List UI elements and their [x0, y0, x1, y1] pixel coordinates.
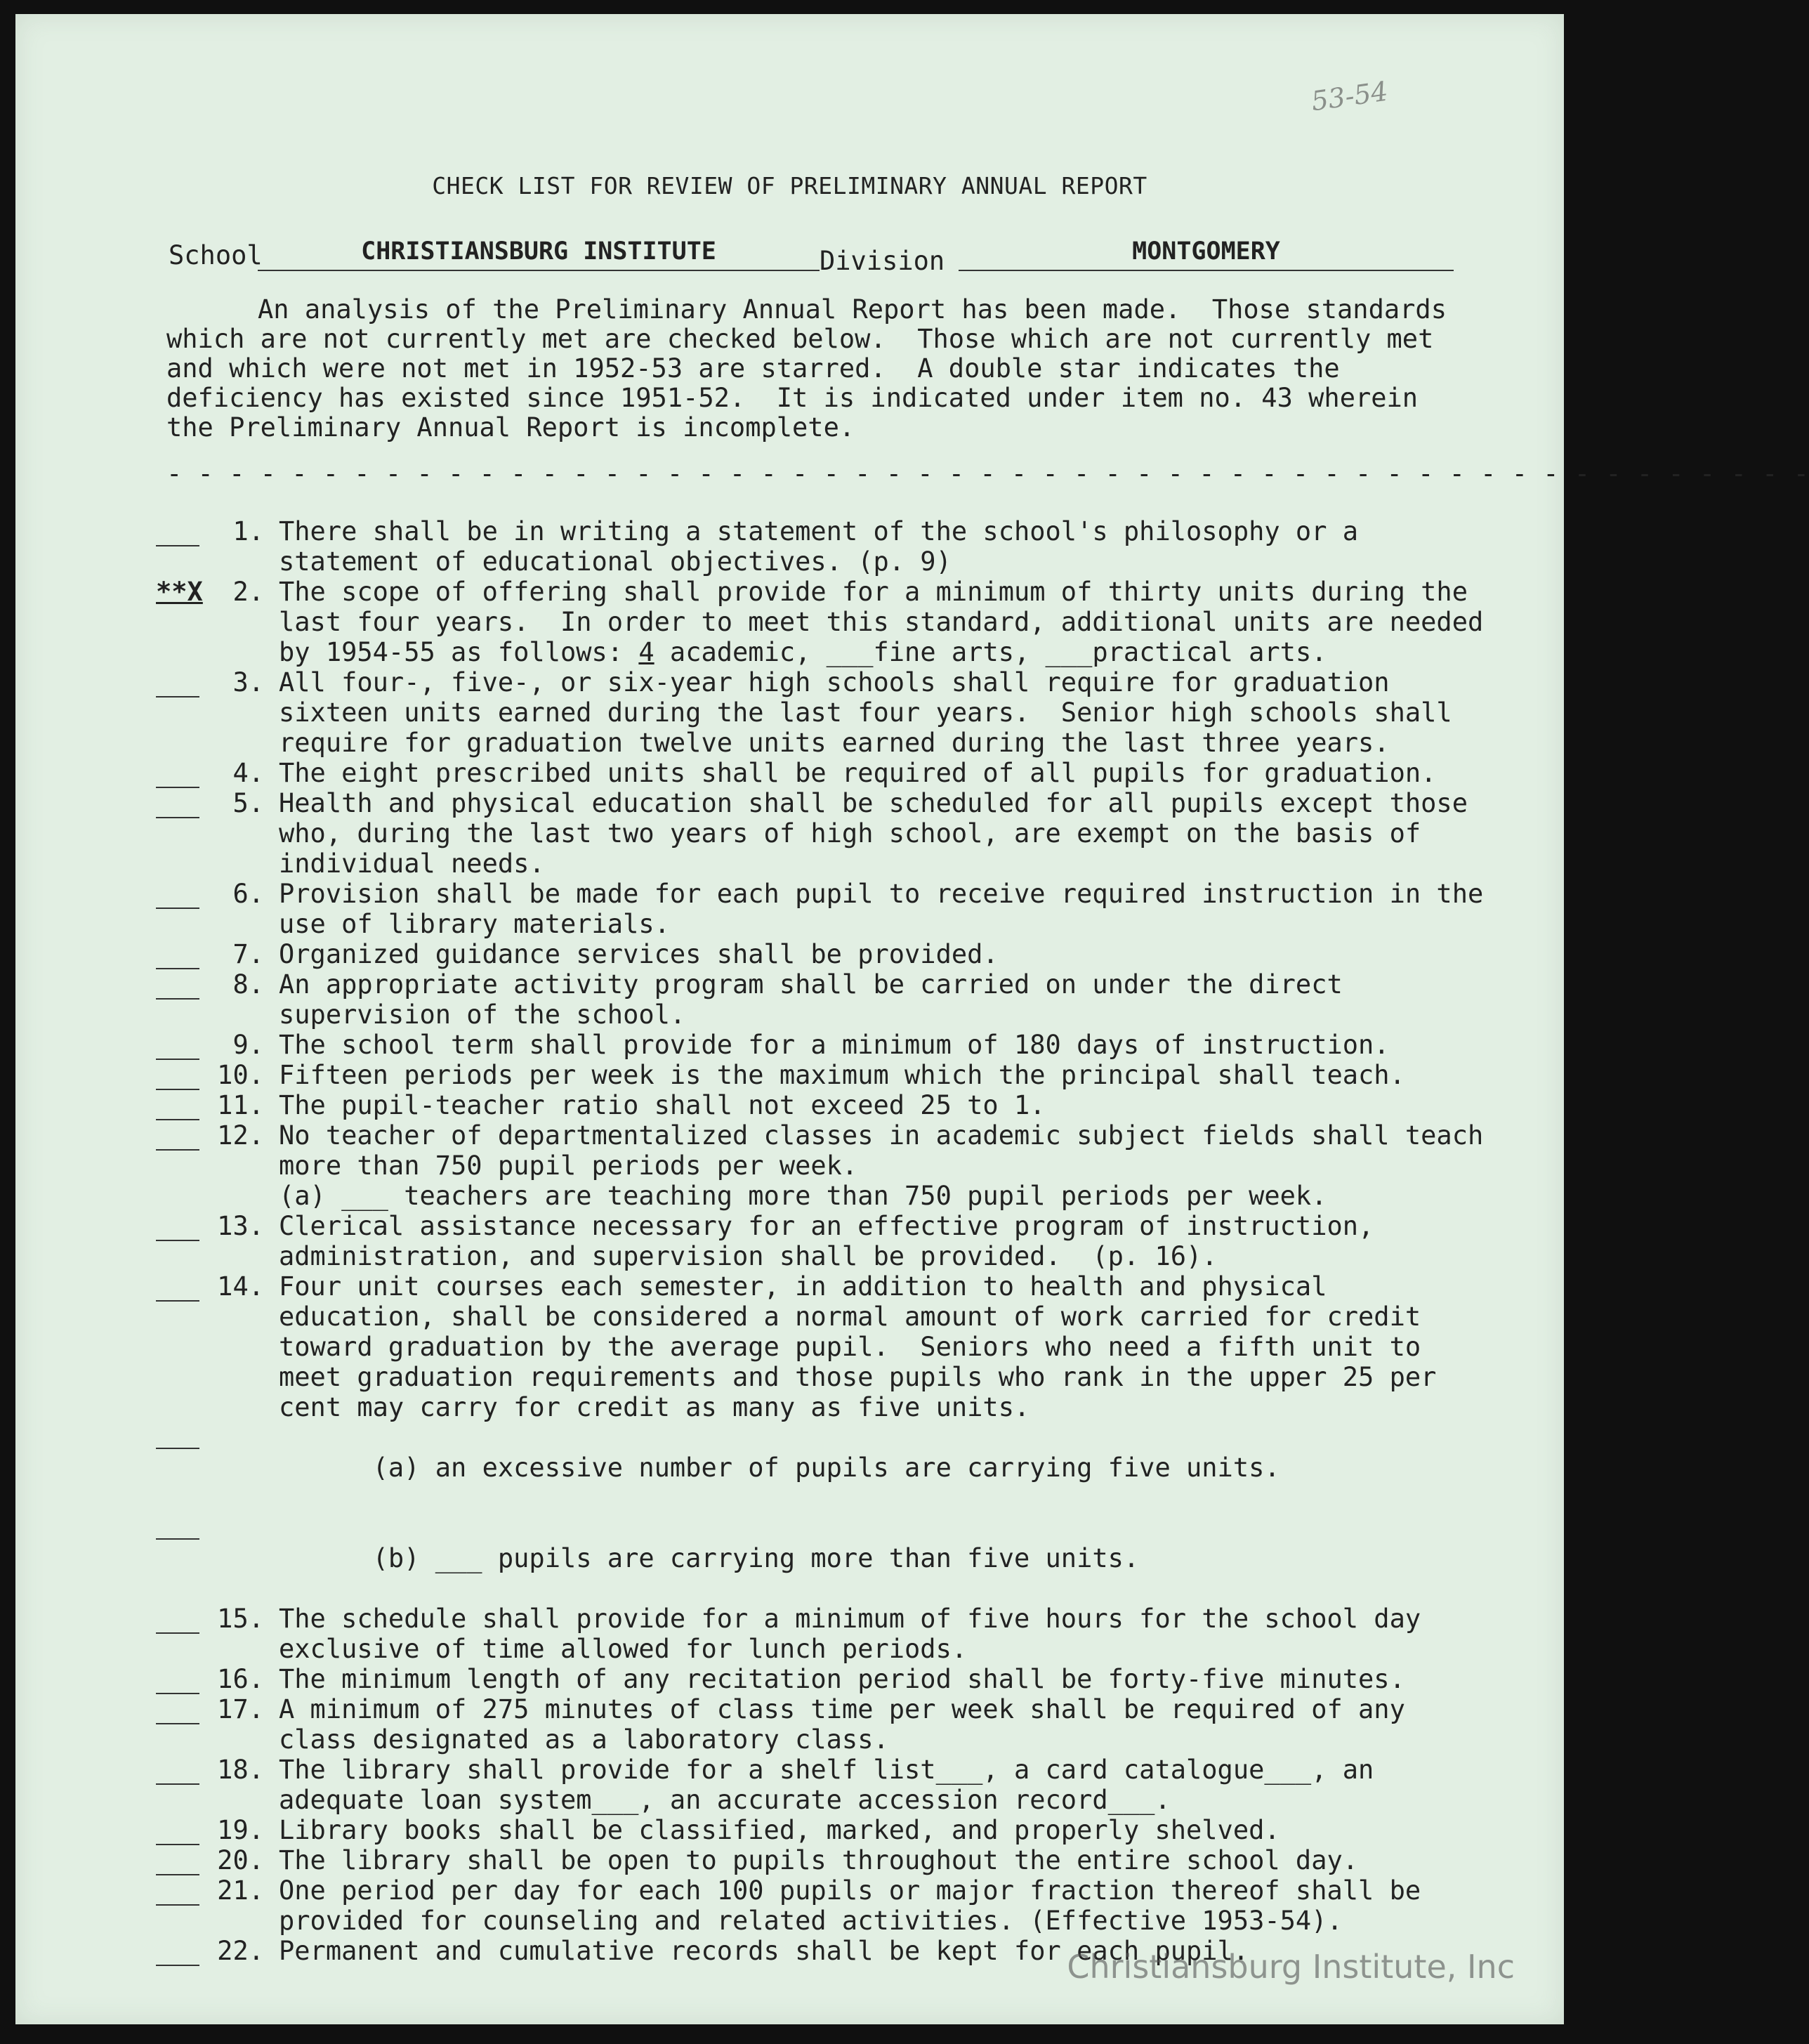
checklist-item-3 — [156, 667, 1497, 758]
check-blank — [156, 1125, 199, 1151]
item-text: Library books shall be classified, marked, and properly shelved. — [279, 1815, 1280, 1845]
item-text: The school term shall provide for a minimum of 180 days of instruction. — [279, 1030, 1390, 1060]
document-page — [15, 14, 1809, 2024]
item-text: Health and physical education shall be scheduled for all pupils except those who, during the last two years of high school, are exempt on the basis of individual needs. — [279, 788, 1484, 879]
item-number: 12. — [217, 1120, 264, 1151]
check-blank — [156, 763, 199, 788]
academic-count: 4 — [638, 637, 654, 667]
check-blank — [156, 1276, 199, 1302]
item-number: 6. — [232, 879, 264, 909]
item-number: 17. — [217, 1694, 264, 1724]
intro-paragraph: An analysis of the Preliminary Annual Report has been made. Those standards which are not currently met are checked below. Those which are not currently met and which were not met in 1952-53 are starred. A double star indicates the deficiency has existed since 1951-52. It is indicated under item no. 43 wherein the Preliminary Annual Report is incomplete. — [166, 294, 1463, 443]
item-text: The schedule shall provide for a minimum of five hours for the school day exclusive of time allowed for lunch periods. — [279, 1604, 1437, 1664]
checklist-item-1 — [156, 516, 1497, 577]
school-field: CHRISTIANSBURG INSTITUTE — [258, 237, 820, 271]
item-text: The eight prescribed units shall be required of all pupils for graduation. — [279, 758, 1437, 788]
check-blank — [156, 1609, 199, 1634]
checklist-item-12 — [156, 1120, 1497, 1211]
checklist-subitem-14a — [156, 1422, 1497, 1513]
checklist-item-4 — [156, 758, 1497, 788]
check-blank — [156, 521, 199, 546]
item-text: An appropriate activity program shall be carried on under the direct supervision of the school. — [279, 969, 1359, 1030]
item-text-after: academic, ___fine arts, ___practical arts. — [669, 637, 1327, 667]
item-number: 5. — [232, 788, 264, 818]
item-number: 21. — [217, 1875, 264, 1906]
check-blank — [156, 1941, 199, 1966]
item-number: 22. — [217, 1936, 264, 1966]
school-label: School — [169, 240, 263, 270]
item-number: 14. — [217, 1271, 264, 1302]
checklist-item-16 — [156, 1664, 1497, 1694]
check-blank — [156, 1065, 199, 1090]
checklist-item-10 — [156, 1060, 1497, 1090]
item-number: 11. — [217, 1090, 264, 1120]
checklist-item-11 — [156, 1090, 1497, 1120]
dashed-divider: - - - - - - - - - - - - - - - - - - - - - - - - - - - - - - - - - - - - - - - - - - - - - - - - - - - - - — [166, 459, 1809, 489]
check-blank — [156, 974, 199, 1000]
checklist-item-21 — [156, 1875, 1497, 1936]
item-text: The pupil-teacher ratio shall not exceed 25 to 1. — [279, 1090, 1046, 1120]
item-text: Organized guidance services shall be provided. — [279, 939, 999, 969]
item-number: 9. — [232, 1030, 264, 1060]
item-text: The scope of offering shall provide for a minimum of thirty units during the last four years. In order to meet this standard, additional units are needed by 1954-55 as follows: — [279, 577, 1499, 667]
checklist-item-15 — [156, 1604, 1497, 1664]
item-text: The minimum length of any recitation period shall be forty-five minutes. — [279, 1664, 1405, 1694]
item-text: A minimum of 275 minutes of class time per week shall be required of any class designated as a laboratory class. — [279, 1694, 1421, 1755]
item-text: All four-, five-, or six-year high schools shall require for graduation sixteen units earned during the last four years. Senior high schools shall require for graduation twelve units earned during the last three years. — [279, 667, 1468, 758]
item-text: There shall be in writing a statement of the school's philosophy or a statement of educational objectives. (p. 9) — [279, 516, 1374, 577]
item-text: Four unit courses each semester, in addition to health and physical education, shall be considered a normal amount of work carried for credit toward graduation by the average pupil. Seniors who need a fifth unit to meet graduation requirements and those pupils who rank in the upper 25 per cent may carry for credit as many as five units. — [279, 1271, 1452, 1422]
item-number: 19. — [217, 1815, 264, 1845]
watermark: Christiansburg Institute, Inc — [1067, 1948, 1515, 1986]
item-text: Fifteen periods per week is the maximum which the principal shall teach. — [279, 1060, 1405, 1090]
check-blank — [156, 672, 199, 697]
item-text: Permanent and cumulative records shall be kept for each pupil. — [279, 1936, 1249, 1966]
item-text: The library shall provide for a shelf list___, a card catalogue___, an adequate loan system___, an accurate accession record___. — [279, 1755, 1390, 1815]
checklist-item-7 — [156, 939, 1497, 969]
check-blank — [156, 1422, 199, 1449]
item-number: 15. — [217, 1604, 264, 1634]
checklist-item-20 — [156, 1845, 1497, 1875]
check-blank — [156, 1850, 199, 1875]
checklist — [156, 516, 1497, 1966]
subitem-text: (a) an excessive number of pupils are carrying five units. — [372, 1453, 1280, 1483]
item-number: 7. — [232, 939, 264, 969]
item-text: One period per day for each 100 pupils or major fraction thereof shall be provided for counseling and related activities. (Effective 1953-54). — [279, 1875, 1437, 1936]
subitem-text: (b) ___ pupils are carrying more than five units. — [372, 1543, 1140, 1573]
item-text: The library shall be open to pupils throughout the entire school day. — [279, 1845, 1359, 1875]
checklist-item-13 — [156, 1211, 1497, 1271]
check-blank — [156, 1760, 199, 1785]
item-text: Clerical assistance necessary for an effective program of instruction, administration, and supervision shall be provided. (p. 16). — [279, 1211, 1390, 1271]
item-number: 1. — [232, 516, 264, 546]
item-text: Provision shall be made for each pupil to receive required instruction in the use of library materials. — [279, 879, 1499, 939]
division-field: MONTGOMERY — [959, 237, 1454, 271]
checklist-item-19 — [156, 1815, 1497, 1845]
item-number: 13. — [217, 1211, 264, 1241]
checklist-item-6 — [156, 879, 1497, 939]
check-blank — [156, 1095, 199, 1120]
check-blank — [156, 1035, 199, 1060]
item-number: 18. — [217, 1755, 264, 1785]
check-blank — [156, 1216, 199, 1241]
checklist-item-8 — [156, 969, 1497, 1030]
checklist-item-14 — [156, 1271, 1497, 1422]
check-blank — [156, 1513, 199, 1540]
check-blank — [156, 1699, 199, 1724]
item-number: 8. — [232, 969, 264, 1000]
check-blank — [156, 944, 199, 969]
item-number: 10. — [217, 1060, 264, 1090]
checklist-item-9 — [156, 1030, 1497, 1060]
item-number: 4. — [232, 758, 264, 788]
check-blank — [156, 793, 199, 818]
check-blank — [156, 1880, 199, 1906]
checklist-item-17 — [156, 1694, 1497, 1755]
checklist-item-5 — [156, 788, 1497, 879]
page-title: CHECK LIST FOR REVIEW OF PRELIMINARY ANNUAL REPORT — [432, 172, 1147, 199]
item-number: 2. — [232, 577, 264, 607]
item-number: 16. — [217, 1664, 264, 1694]
pencil-note: 53-54 — [1309, 75, 1390, 117]
checklist-subitem-14b — [156, 1513, 1497, 1604]
check-mark: **X — [156, 577, 203, 607]
check-blank — [156, 1669, 199, 1694]
item-number: 3. — [232, 667, 264, 697]
division-label: Division — [820, 246, 945, 276]
item-text: No teacher of departmentalized classes in academic subject fields shall teach more than 750 pupil periods per week. (a) ___ teachers are teaching more than 750 pupil periods per week. — [279, 1120, 1484, 1211]
item-number: 20. — [217, 1845, 264, 1875]
checklist-item-18 — [156, 1755, 1497, 1815]
check-blank — [156, 1820, 199, 1845]
checklist-item-2 — [156, 577, 1497, 667]
check-blank — [156, 884, 199, 909]
